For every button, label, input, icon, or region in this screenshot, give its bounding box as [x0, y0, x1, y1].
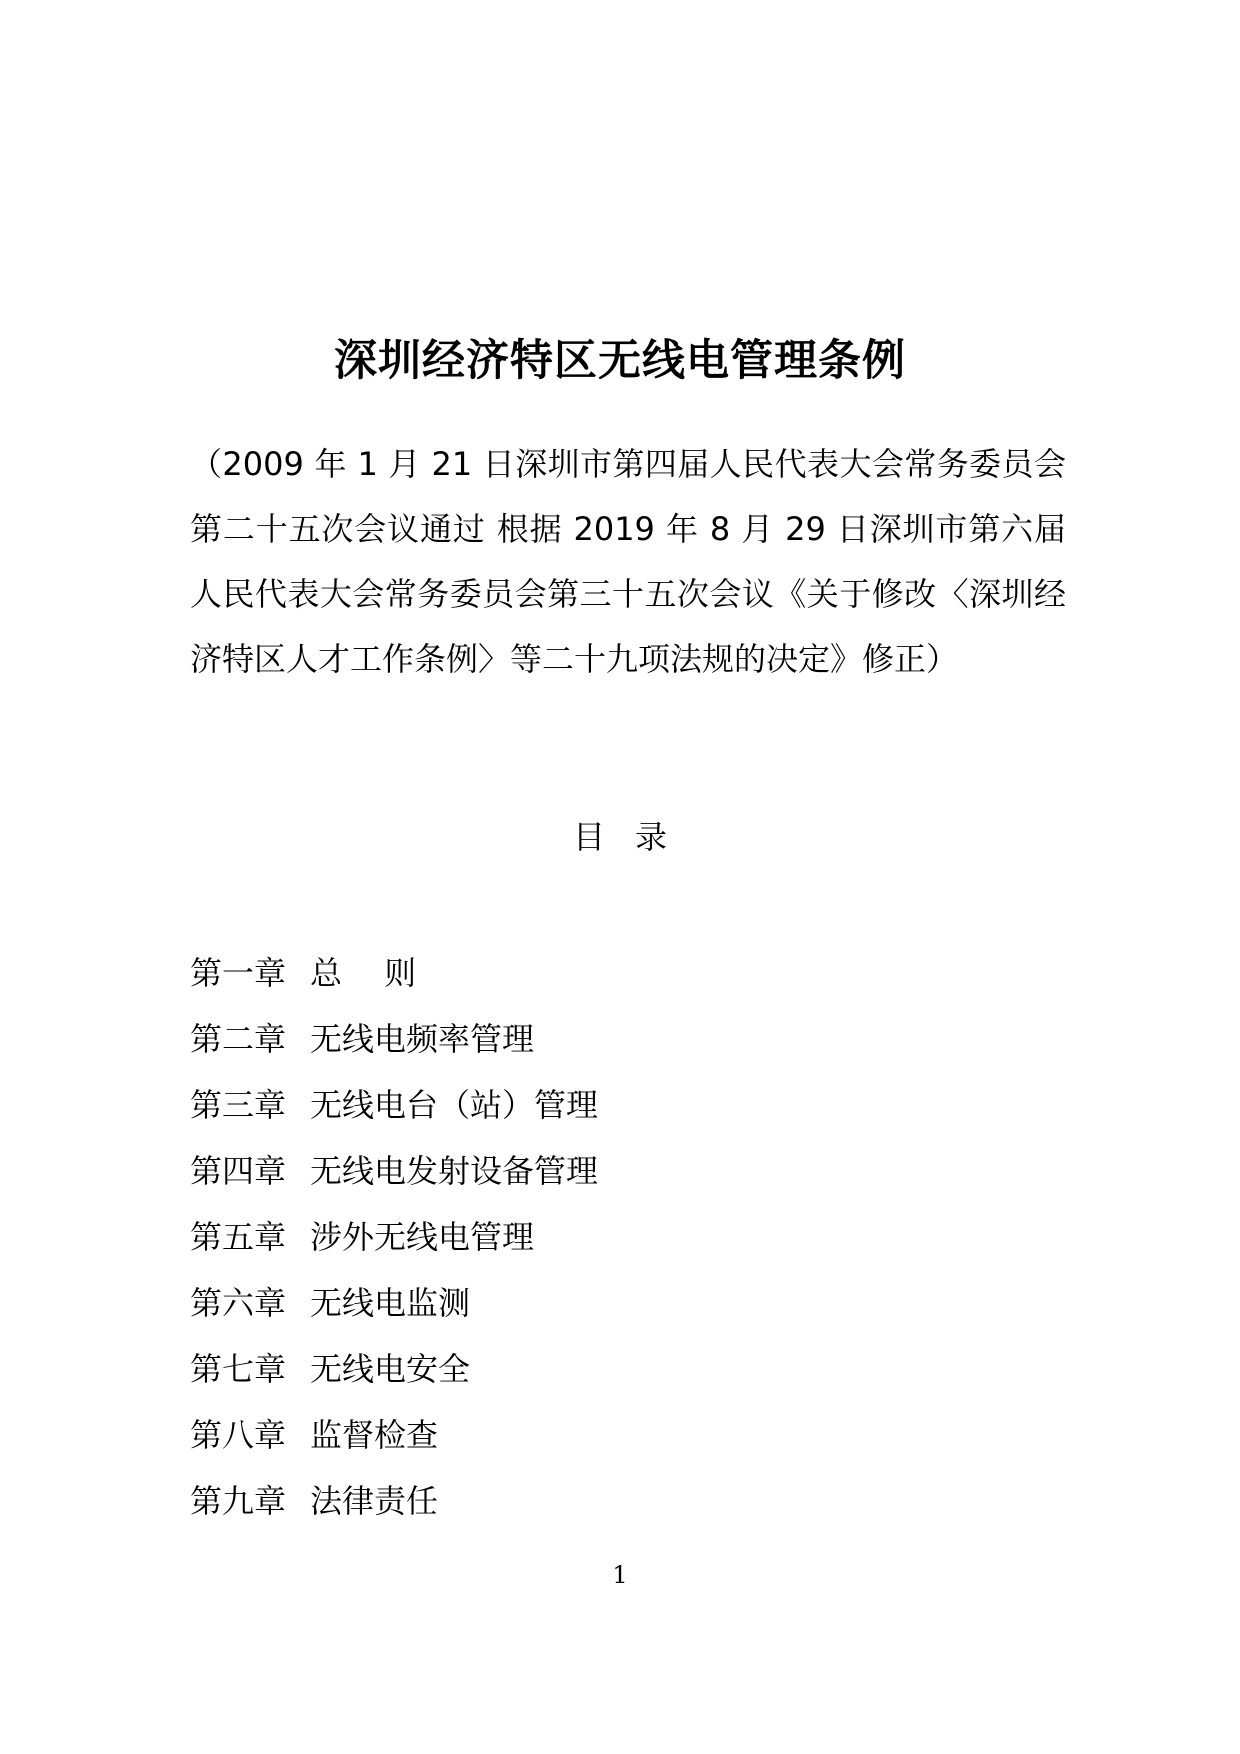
toc-item: [190, 1468, 1066, 1534]
toc-chapter-number: 第六章: [190, 1284, 287, 1322]
toc-item: [190, 940, 1066, 1006]
table-of-contents: [190, 940, 1066, 1534]
toc-chapter-number: 第三章: [190, 1086, 287, 1124]
toc-chapter-name: 涉外无线电管理: [310, 1218, 535, 1256]
toc-chapter-number: 第五章: [190, 1218, 287, 1256]
toc-heading: [0, 812, 1240, 862]
toc-item: [190, 1402, 1066, 1468]
toc-item: [190, 1138, 1066, 1204]
toc-item: [190, 1006, 1066, 1072]
toc-chapter-number: 第九章: [190, 1482, 287, 1520]
toc-item: [190, 1072, 1066, 1138]
page-number: 1: [612, 1561, 628, 1589]
toc-heading-char-1: 目: [572, 818, 605, 856]
toc-chapter-number: 第一章: [190, 954, 287, 992]
toc-chapter-number: 第七章: [190, 1350, 287, 1388]
toc-chapter-number: 第八章: [190, 1416, 287, 1454]
toc-chapter-number: 第四章: [190, 1152, 287, 1190]
toc-chapter-number: 第二章: [190, 1020, 287, 1058]
toc-heading-char-2: 录: [635, 818, 668, 856]
toc-chapter-name: 无线电频率管理: [310, 1020, 535, 1058]
toc-chapter-name: 法律责任: [310, 1482, 439, 1520]
toc-chapter-name: 总 则: [310, 954, 417, 992]
toc-chapter-name: 监督检查: [310, 1416, 439, 1454]
toc-chapter-name: 无线电发射设备管理: [310, 1152, 599, 1190]
document-title: 深圳经济特区无线电管理条例: [334, 335, 906, 386]
toc-chapter-name: 无线电安全: [310, 1350, 471, 1388]
adoption-note: （2009 年 1 月 21 日深圳市第四届人民代表大会常务委员会第二十五次会议通过 根据 2019 年 8 月 29 日深圳市第六届人民代表大会常务委员会第三十五次会议《关于修改〈深圳经济特区人才工作条例〉等二十九项法规的决定》修正）: [190, 445, 1066, 678]
toc-chapter-name: 无线电台（站）管理: [310, 1086, 599, 1124]
toc-item: [190, 1270, 1066, 1336]
toc-item: [190, 1336, 1066, 1402]
toc-chapter-name: 无线电监测: [310, 1284, 471, 1322]
toc-item: [190, 1204, 1066, 1270]
